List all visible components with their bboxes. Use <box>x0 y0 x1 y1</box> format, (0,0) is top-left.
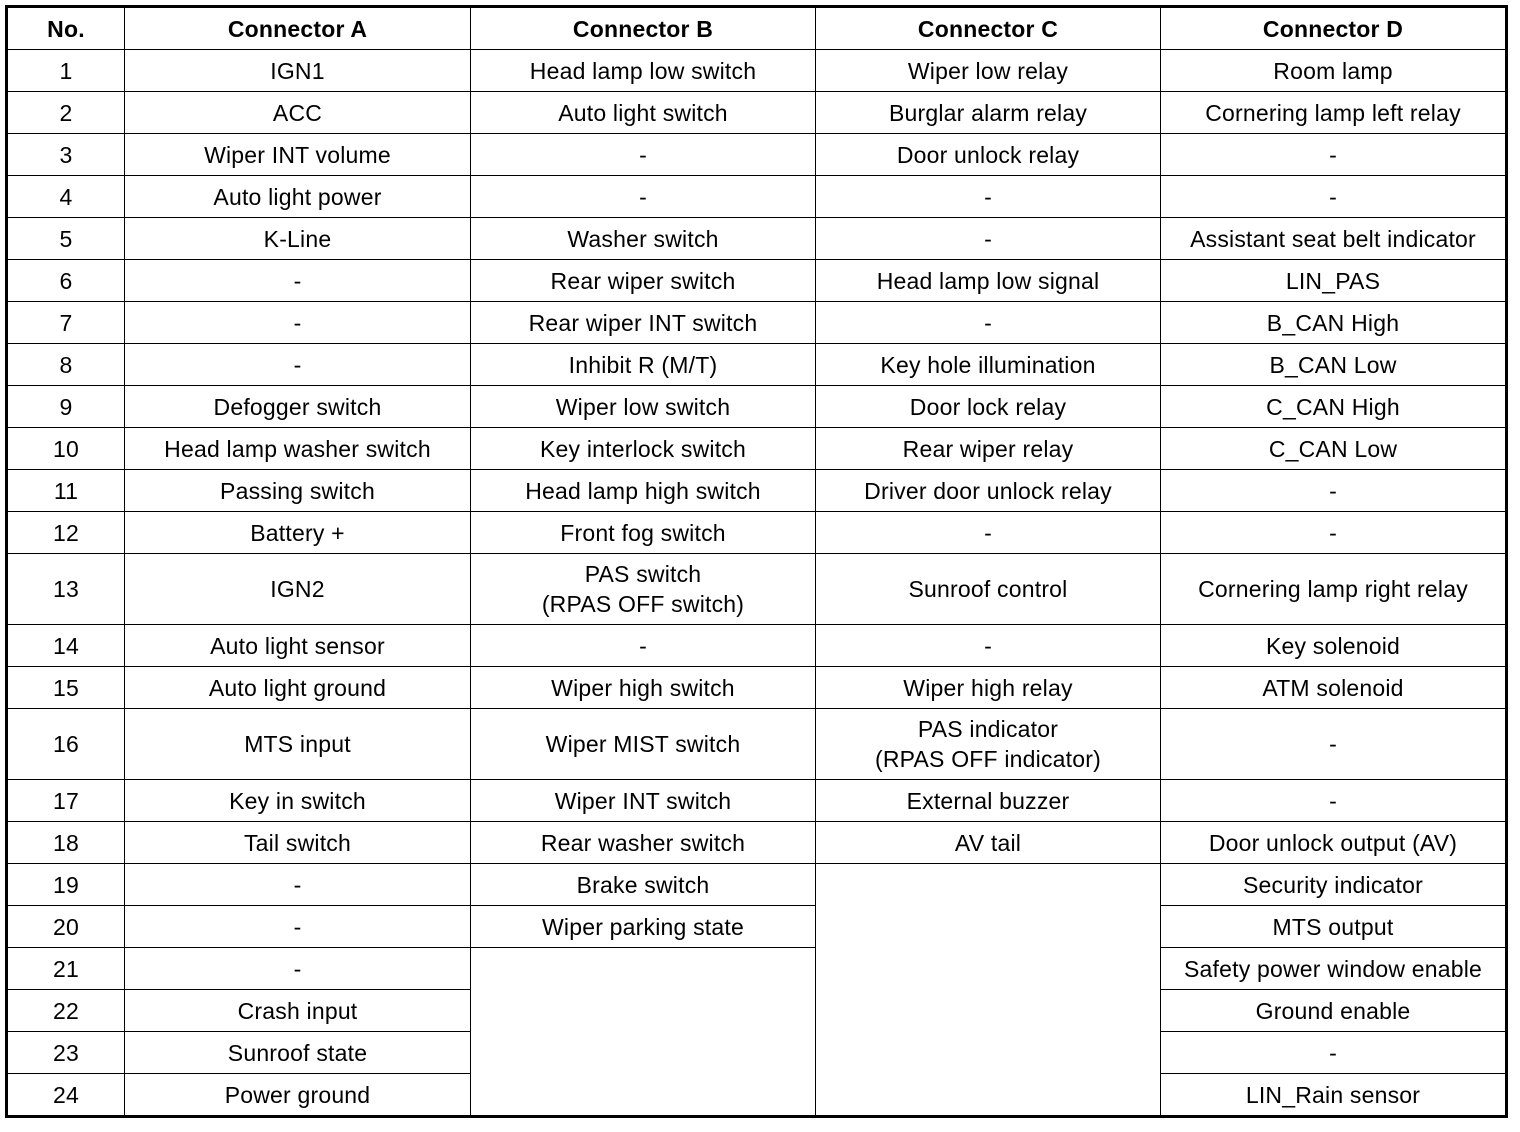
cell-connector-c: AV tail <box>816 822 1161 864</box>
cell-connector-d: - <box>1161 709 1507 780</box>
cell-no: 18 <box>7 822 125 864</box>
table-row <box>7 428 1507 470</box>
cell-connector-c: Door lock relay <box>816 386 1161 428</box>
cell-connector-d: Cornering lamp left relay <box>1161 92 1507 134</box>
cell-connector-d: Assistant seat belt indicator <box>1161 218 1507 260</box>
table-row <box>7 667 1507 709</box>
cell-connector-a: Sunroof state <box>125 1032 471 1074</box>
cell-no: 2 <box>7 92 125 134</box>
cell-connector-c: Door unlock relay <box>816 134 1161 176</box>
table-row <box>7 780 1507 822</box>
cell-connector-b: Wiper MIST switch <box>471 709 816 780</box>
cell-connector-d: - <box>1161 470 1507 512</box>
cell-no: 8 <box>7 344 125 386</box>
header-connector-c: Connector C <box>816 7 1161 50</box>
cell-no: 14 <box>7 625 125 667</box>
cell-connector-c: Sunroof control <box>816 554 1161 625</box>
cell-no: 23 <box>7 1032 125 1074</box>
header-connector-d: Connector D <box>1161 7 1507 50</box>
cell-connector-c: - <box>816 176 1161 218</box>
cell-connector-a: - <box>125 948 471 990</box>
cell-no: 5 <box>7 218 125 260</box>
cell-connector-a: - <box>125 864 471 906</box>
cell-connector-d: Key solenoid <box>1161 625 1507 667</box>
table-row <box>7 386 1507 428</box>
cell-connector-b: Inhibit R (M/T) <box>471 344 816 386</box>
cell-connector-c: - <box>816 218 1161 260</box>
cell-connector-b: Rear washer switch <box>471 822 816 864</box>
cell-connector-b: Washer switch <box>471 218 816 260</box>
cell-no: 12 <box>7 512 125 554</box>
cell-line: PAS switch <box>584 561 702 587</box>
header-connector-b: Connector B <box>471 7 816 50</box>
cell-connector-a: - <box>125 302 471 344</box>
cell-no: 10 <box>7 428 125 470</box>
cell-connector-c: - <box>816 512 1161 554</box>
cell-connector-c: - <box>816 625 1161 667</box>
cell-connector-a: Auto light sensor <box>125 625 471 667</box>
cell-connector-d: - <box>1161 134 1507 176</box>
cell-connector-b: - <box>471 134 816 176</box>
cell-connector-a: - <box>125 260 471 302</box>
cell-connector-a: IGN1 <box>125 50 471 92</box>
cell-connector-c: Wiper high relay <box>816 667 1161 709</box>
cell-connector-c: Burglar alarm relay <box>816 92 1161 134</box>
cell-line: (RPAS OFF switch) <box>541 591 745 617</box>
table-row <box>7 512 1507 554</box>
cell-connector-d: ATM solenoid <box>1161 667 1507 709</box>
cell-connector-b <box>471 554 816 625</box>
cell-connector-d: B_CAN High <box>1161 302 1507 344</box>
table-row <box>7 906 1507 948</box>
cell-connector-c: Wiper low relay <box>816 50 1161 92</box>
cell-connector-a: Auto light power <box>125 176 471 218</box>
cell-connector-c: Rear wiper relay <box>816 428 1161 470</box>
cell-no: 15 <box>7 667 125 709</box>
cell-connector-d: Cornering lamp right relay <box>1161 554 1507 625</box>
cell-no: 3 <box>7 134 125 176</box>
header-no: No. <box>7 7 125 50</box>
cell-no: 11 <box>7 470 125 512</box>
cell-connector-c: External buzzer <box>816 780 1161 822</box>
cell-connector-a: Crash input <box>125 990 471 1032</box>
cell-no: 21 <box>7 948 125 990</box>
cell-connector-b: Wiper high switch <box>471 667 816 709</box>
cell-connector-a: Wiper INT volume <box>125 134 471 176</box>
cell-no: 9 <box>7 386 125 428</box>
cell-no: 24 <box>7 1074 125 1117</box>
cell-connector-b: Wiper low switch <box>471 386 816 428</box>
cell-no: 22 <box>7 990 125 1032</box>
table-row <box>7 709 1507 780</box>
cell-connector-b: - <box>471 625 816 667</box>
cell-connector-b-empty <box>471 948 816 1117</box>
cell-connector-b: Key interlock switch <box>471 428 816 470</box>
cell-connector-a: ACC <box>125 92 471 134</box>
table-row <box>7 625 1507 667</box>
cell-connector-d: LIN_PAS <box>1161 260 1507 302</box>
table-row <box>7 92 1507 134</box>
cell-connector-c: Head lamp low signal <box>816 260 1161 302</box>
cell-connector-d: Door unlock output (AV) <box>1161 822 1507 864</box>
cell-connector-d: C_CAN High <box>1161 386 1507 428</box>
cell-connector-a: Key in switch <box>125 780 471 822</box>
cell-connector-d: - <box>1161 176 1507 218</box>
cell-line: PAS indicator <box>917 716 1059 742</box>
table-row <box>7 302 1507 344</box>
cell-connector-a: Power ground <box>125 1074 471 1117</box>
cell-connector-d: - <box>1161 512 1507 554</box>
connector-pin-table <box>5 5 1508 1118</box>
cell-connector-d: Security indicator <box>1161 864 1507 906</box>
cell-connector-d: - <box>1161 780 1507 822</box>
cell-connector-c-empty <box>816 864 1161 1117</box>
cell-connector-c <box>816 709 1161 780</box>
table-row <box>7 218 1507 260</box>
cell-connector-d: MTS output <box>1161 906 1507 948</box>
cell-connector-b: Auto light switch <box>471 92 816 134</box>
cell-connector-a: - <box>125 344 471 386</box>
cell-connector-a: Defogger switch <box>125 386 471 428</box>
cell-no: 6 <box>7 260 125 302</box>
table-header-row <box>7 7 1507 50</box>
cell-no: 4 <box>7 176 125 218</box>
table-row <box>7 948 1507 990</box>
cell-connector-d: Room lamp <box>1161 50 1507 92</box>
cell-no: 17 <box>7 780 125 822</box>
cell-connector-a: Tail switch <box>125 822 471 864</box>
cell-connector-a: - <box>125 906 471 948</box>
table-row <box>7 344 1507 386</box>
cell-connector-a: IGN2 <box>125 554 471 625</box>
cell-no: 16 <box>7 709 125 780</box>
cell-no: 13 <box>7 554 125 625</box>
cell-connector-b: Brake switch <box>471 864 816 906</box>
cell-connector-d: Ground enable <box>1161 990 1507 1032</box>
cell-connector-a: K-Line <box>125 218 471 260</box>
cell-connector-b: Rear wiper switch <box>471 260 816 302</box>
table-row <box>7 176 1507 218</box>
cell-connector-d: B_CAN Low <box>1161 344 1507 386</box>
table-row <box>7 50 1507 92</box>
cell-connector-d: LIN_Rain sensor <box>1161 1074 1507 1117</box>
table-row <box>7 134 1507 176</box>
cell-connector-c: - <box>816 302 1161 344</box>
cell-connector-c: Driver door unlock relay <box>816 470 1161 512</box>
table-row <box>7 554 1507 625</box>
cell-connector-b: - <box>471 176 816 218</box>
cell-connector-b: Wiper INT switch <box>471 780 816 822</box>
cell-connector-a: Head lamp washer switch <box>125 428 471 470</box>
cell-connector-b: Front fog switch <box>471 512 816 554</box>
cell-connector-b: Wiper parking state <box>471 906 816 948</box>
table-row <box>7 260 1507 302</box>
cell-no: 1 <box>7 50 125 92</box>
table-row <box>7 822 1507 864</box>
cell-line: (RPAS OFF indicator) <box>875 746 1101 772</box>
cell-no: 7 <box>7 302 125 344</box>
cell-connector-d: C_CAN Low <box>1161 428 1507 470</box>
cell-connector-d: Safety power window enable <box>1161 948 1507 990</box>
cell-connector-a: Auto light ground <box>125 667 471 709</box>
cell-connector-d: - <box>1161 1032 1507 1074</box>
cell-connector-a: Battery + <box>125 512 471 554</box>
cell-connector-b: Head lamp high switch <box>471 470 816 512</box>
cell-connector-c: Key hole illumination <box>816 344 1161 386</box>
header-connector-a: Connector A <box>125 7 471 50</box>
cell-connector-a: Passing switch <box>125 470 471 512</box>
table-row <box>7 470 1507 512</box>
cell-connector-a: MTS input <box>125 709 471 780</box>
cell-connector-b: Rear wiper INT switch <box>471 302 816 344</box>
cell-no: 20 <box>7 906 125 948</box>
cell-no: 19 <box>7 864 125 906</box>
cell-connector-b: Head lamp low switch <box>471 50 816 92</box>
table-row <box>7 864 1507 906</box>
